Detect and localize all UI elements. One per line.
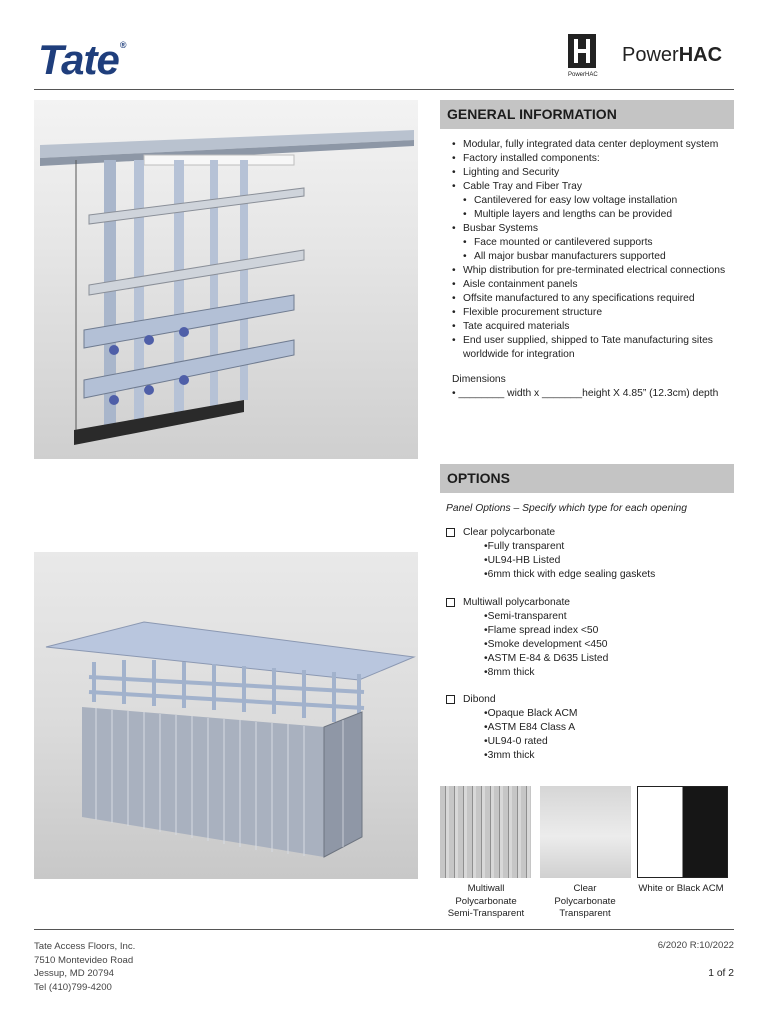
list-item: • Opaque Black ACM (484, 707, 736, 721)
list-item: • Fully transparent (484, 540, 736, 554)
option-feature-list (446, 610, 736, 680)
page-header (0, 0, 768, 90)
page-number: 1 of 2 (708, 968, 734, 979)
footer-divider (34, 929, 734, 930)
list-item: • All major busbar manufacturers supported (452, 250, 742, 264)
option-multiwall-polycarbonate (446, 596, 736, 680)
option-feature-list (446, 540, 736, 582)
list-item: • Modular, fully integrated data center deployment system (452, 138, 742, 152)
list-item: • End user supplied, shipped to Tate manufacturing sites worldwide for integration (452, 334, 742, 362)
list-item: • Flexible procurement structure (452, 306, 742, 320)
list-item: • Busbar Systems (452, 222, 742, 236)
swatch-caption: Multiwall Polycarbonate Semi-Transparent (447, 883, 525, 919)
option-title: Multiwall polycarbonate (446, 596, 736, 610)
list-item: • Tate acquired materials (452, 320, 742, 334)
powerhac-logo-caption: PowerHAC (568, 72, 598, 78)
list-item: • Multiple layers and lengths can be provided (452, 208, 742, 222)
swatch-clear-polycarbonate (540, 786, 631, 878)
option-dibond (446, 693, 736, 763)
list-item: • Whip distribution for pre-terminated electrical connections (452, 264, 742, 278)
containment-pod-illustration (34, 552, 418, 879)
product-title: PowerHAC (622, 44, 723, 66)
list-item: • Semi-transparent (484, 610, 736, 624)
list-item: • Factory installed components: (452, 152, 742, 166)
dimensions-line: • ________ width x _______height X 4.85” (12.3cm) depth (452, 388, 719, 399)
list-item: • Flame spread index <50 (484, 624, 736, 638)
revision-date: 6/2020 R:10/2022 (657, 940, 734, 951)
checkbox-multiwall-polycarbonate[interactable] (446, 598, 455, 607)
tate-logo: Tate® (38, 36, 126, 83)
checkbox-clear-polycarbonate[interactable] (446, 528, 455, 537)
options-heading: OPTIONS (440, 464, 734, 493)
option-clear-polycarbonate (446, 526, 736, 582)
containment-pod-photo (34, 552, 418, 879)
dimensions-label: Dimensions (452, 374, 506, 385)
option-title: Clear polycarbonate (446, 526, 736, 540)
list-item: • Cable Tray and Fiber Tray (452, 180, 742, 194)
list-item: • Aisle containment panels (452, 278, 742, 292)
swatch-white-or-black-acm (637, 786, 728, 878)
swatch-multiwall-polycarbonate (440, 786, 531, 878)
powerhac-logo-icon (568, 34, 596, 68)
general-information-heading: GENERAL INFORMATION (440, 100, 734, 129)
list-item: • 8mm thick (484, 666, 736, 680)
general-information-list (452, 138, 742, 362)
option-title: Dibond (446, 693, 736, 707)
list-item: • Offsite manufactured to any specifications required (452, 292, 742, 306)
swatch-caption: Clear Polycarbonate Transparent (554, 883, 616, 919)
option-feature-list (446, 707, 736, 763)
list-item: • Smoke development <450 (484, 638, 736, 652)
registered-mark: ® (119, 40, 126, 50)
panel-options-note: Panel Options – Specify which type for each opening (446, 503, 687, 514)
swatch-caption: White or Black ACM (638, 883, 724, 894)
list-item: • ASTM E84 Class A (484, 721, 736, 735)
list-item: • UL94-0 rated (484, 735, 736, 749)
header-divider (34, 89, 734, 90)
company-address: Tate Access Floors, Inc. 7510 Montevideo Road Jessup, MD 20794 Tel (410)799-4200 (34, 941, 136, 993)
list-item: • ASTM E-84 & D635 Listed (484, 652, 736, 666)
list-item: • 6mm thick with edge sealing gaskets (484, 568, 736, 582)
list-item: • Cantilevered for easy low voltage installation (452, 194, 742, 208)
list-item: • UL94-HB Listed (484, 554, 736, 568)
checkbox-dibond[interactable] (446, 695, 455, 704)
list-item: • Face mounted or cantilevered supports (452, 236, 742, 250)
rack-detail-illustration (34, 100, 418, 459)
list-item: • 3mm thick (484, 749, 736, 763)
list-item: • Lighting and Security (452, 166, 742, 180)
rack-detail-photo (34, 100, 418, 459)
